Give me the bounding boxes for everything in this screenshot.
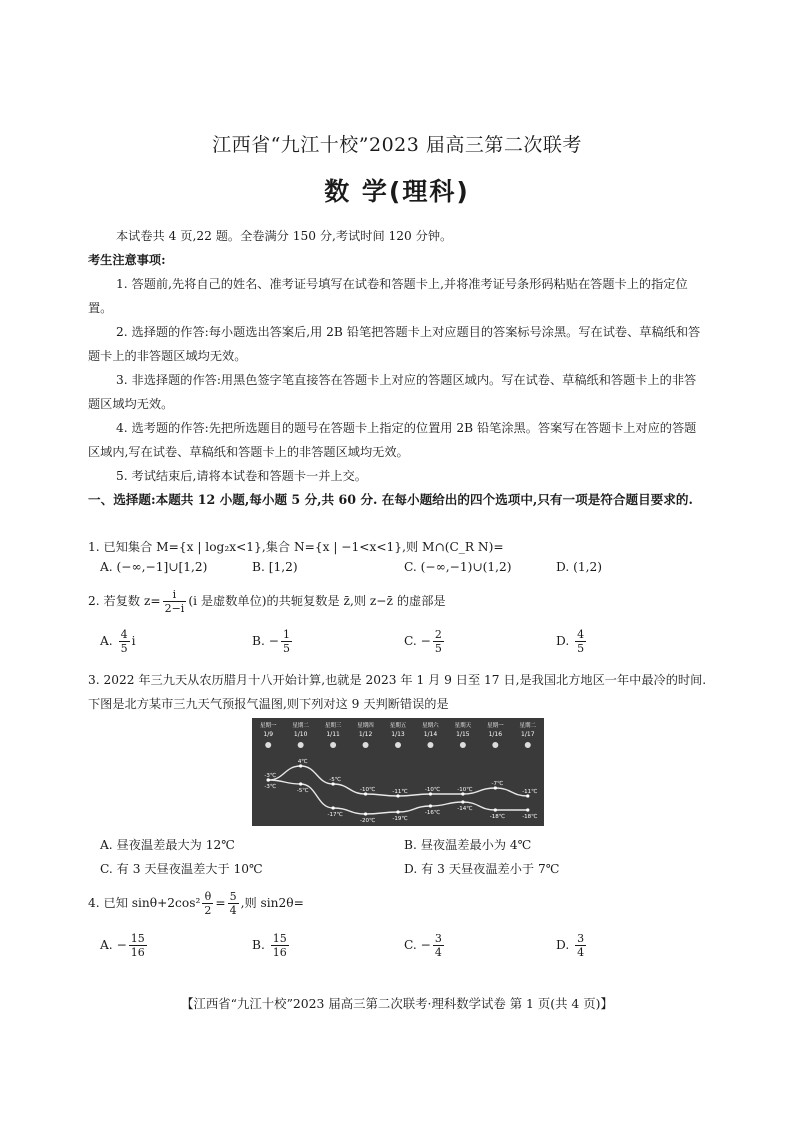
weather-icon: [265, 742, 271, 748]
chart-day-label: 星期四: [357, 723, 374, 729]
notice-item: 4. 选考题的作答:先把所选题目的题号在答题卡上指定的位置用 2B 铅笔涂黑。答案写在答题卡上对应的答题区域内,写在试卷、草稿纸和答题卡上的非答题区域均无效。: [88, 421, 697, 459]
chart-date-label: 1/11: [326, 731, 340, 738]
question-1-stem: 1. 已知集合 M={x | log₂x<1},集合 N={x | −1<x<1},则 M∩(C_R N)=: [88, 540, 504, 554]
low-temp-point: [494, 808, 497, 811]
question-4-stem: 4. 已知 sinθ+2cos² $\frac{\theta}{2}$ = $\frac{5}{4}$ ,则 sin2θ=: [88, 890, 304, 917]
weather-icon: [330, 742, 336, 748]
high-temp-label: -7℃: [491, 781, 504, 787]
chart-date-label: 1/14: [423, 731, 438, 738]
chart-date-label: 1/13: [391, 731, 405, 738]
option-fraction: [575, 932, 586, 959]
high-temp-label: -5℃: [329, 777, 341, 783]
option-fraction: [575, 628, 586, 655]
high-temp-label: -10℃: [457, 787, 473, 793]
high-temp-label: -10℃: [424, 787, 441, 793]
option-fraction: [129, 932, 147, 959]
high-temp-label: -11℃: [522, 789, 538, 795]
fraction-denominator: 5: [577, 642, 585, 655]
low-temp-label: -14℃: [457, 806, 473, 812]
option-label: B.: [252, 634, 265, 648]
fraction-numerator: 2: [434, 628, 442, 641]
weather-icon: [460, 742, 466, 748]
high-temp-label: -11℃: [392, 789, 408, 795]
question-4-stem-post: ,则 sin2θ=: [240, 896, 304, 910]
fraction-denominator: 5: [282, 642, 290, 655]
question-3-option-b: B. 昼夜温差最小为 4℃: [404, 838, 532, 852]
option-fraction: [433, 628, 444, 655]
section-heading: 一、选择题:本题共 12 小题,每小题 5 分,共 60 分. 在每小题给出的四个选项中,只有一项是符合题目要求的.: [88, 492, 693, 507]
question-2-stem: [88, 588, 446, 615]
question-2-fraction: [163, 588, 187, 615]
option-label: C.: [404, 634, 417, 648]
question-1-option-d: D. (1,2): [556, 560, 602, 574]
option-suffix: i: [131, 634, 136, 648]
low-temp-label: -18℃: [489, 814, 505, 820]
high-temp-label: 4℃: [297, 759, 308, 765]
chart-date-label: 1/12: [358, 731, 373, 738]
question-4-fraction-theta: [202, 890, 213, 917]
question-4-option-a: [100, 932, 149, 959]
option-sign: −: [420, 634, 431, 648]
chart-day-label: 星期一: [487, 723, 504, 729]
fraction-denominator: 16: [272, 946, 287, 959]
question-4-stem-pre: 4. 已知 sinθ+2cos²: [88, 896, 201, 910]
question-2-stem-post: (i 是虚数单位)的共轭复数是 z̄,则 z−z̄ 的虚部是: [188, 594, 446, 608]
weather-forecast-chart: [252, 718, 544, 826]
fraction-denominator: 2−i: [164, 602, 185, 615]
question-1-option-a: A. (−∞,−1]∪[1,2): [100, 560, 208, 574]
exam-title: 江西省“九江十校”2023 届高三第二次联考: [212, 134, 582, 156]
low-temp-point: [526, 808, 529, 811]
question-3-stem: 3. 2022 年三九天从农历腊月十八开始计算,也就是 2023 年 1 月 9 日至 17 日,是我国北方地区一年中最冷的时间. 下图是北方某市三九天气预报气温图,则下列对这 9 天判断错误的是: [88, 673, 707, 711]
question-3-option-d: D. 有 3 天昼夜温差小于 7℃: [404, 862, 560, 876]
chart-day-label: 星期三: [324, 723, 342, 729]
weather-icon: [427, 742, 433, 748]
low-temp-label: -16℃: [424, 810, 441, 816]
notice-item: 2. 选择题的作答:每小题选出答案后,用 2B 铅笔把答题卡上对应题目的答案标号涂黑。写在试卷、草稿纸和答题卡上的非答题区域均无效。: [88, 325, 701, 363]
option-label: C.: [404, 938, 417, 952]
weather-icon: [492, 742, 498, 748]
fraction-numerator: 1: [282, 628, 290, 641]
low-temp-point: [332, 806, 335, 809]
fraction-numerator: θ: [202, 890, 213, 904]
option-label: A.: [100, 938, 113, 952]
fraction-numerator: 15: [272, 932, 287, 945]
fraction-numerator: 15: [130, 932, 145, 945]
high-temp-label: -10℃: [359, 787, 376, 793]
low-temp-label: -20℃: [359, 818, 376, 824]
low-temp-label: -5℃: [296, 788, 309, 794]
question-2-option-d: [556, 628, 588, 655]
question-2-option-a: [100, 628, 135, 655]
chart-date-label: 1/10: [293, 731, 308, 738]
question-4-option-b: [252, 932, 291, 959]
weather-icon: [298, 742, 304, 748]
fraction-denominator: 5: [434, 642, 442, 655]
chart-day-label: 星期五: [389, 723, 407, 729]
question-1-option-b: B. [1,2): [252, 560, 298, 574]
weather-icon: [525, 742, 531, 748]
question-3-option-a: A. 昼夜温差最大为 12℃: [100, 838, 235, 852]
fraction-denominator: 4: [577, 946, 585, 959]
fraction-numerator: 4: [577, 628, 585, 641]
option-label: D.: [556, 634, 570, 648]
fraction-denominator: 2: [204, 904, 212, 917]
notice-item: 1. 答题前,先将自己的姓名、准考证号填写在试卷和答题卡上,并将准考证号条形码粘贴在答题卡上的指定位置。: [88, 277, 688, 315]
option-sign: −: [116, 938, 127, 952]
notice-heading: 考生注意事项:: [88, 253, 166, 267]
fraction-denominator: 5: [120, 642, 128, 655]
chart-date-label: 1/17: [521, 731, 535, 738]
question-3-option-c: C. 有 3 天昼夜温差大于 10℃: [100, 862, 263, 876]
option-fraction: [281, 628, 292, 655]
weather-icon: [363, 742, 369, 748]
fraction-numerator: 3: [434, 932, 442, 945]
fraction-numerator: 3: [577, 932, 585, 945]
chart-day-label: 星期二: [292, 723, 309, 729]
chart-day-label: 星期天: [454, 723, 472, 729]
high-temp-label: -3℃: [264, 773, 277, 779]
question-2-stem-pre: 2. 若复数 z=: [88, 594, 161, 608]
option-label: D.: [556, 938, 570, 952]
low-temp-point: [364, 812, 367, 815]
chart-date-label: 1/15: [456, 731, 470, 738]
notice-item: 5. 考试结束后,请将本试卷和答题卡一并上交。: [116, 469, 367, 483]
question-2-option-c: [404, 628, 446, 655]
low-temp-point: [396, 810, 399, 813]
option-label: B.: [252, 938, 265, 952]
low-temp-label: -3℃: [264, 784, 277, 790]
fraction-numerator: 4: [120, 628, 128, 641]
low-temp-point: [299, 782, 302, 785]
low-temp-label: -17℃: [327, 812, 343, 818]
question-2-option-b: [252, 628, 294, 655]
chart-date-label: 1/9: [263, 731, 274, 738]
fraction-numerator: 5: [229, 890, 237, 903]
low-temp-label: -19℃: [392, 816, 408, 822]
page-footer: 【江西省“九江十校”2023 届高三第二次联考·理科数学试卷 第 1 页(共 4 页)】: [181, 996, 613, 1011]
option-sign: −: [268, 634, 279, 648]
notice-item: 3. 非选择题的作答:用黑色签字笔直接答在答题卡上对应的答题区域内。写在试卷、草稿纸和答题卡上的非答题区域均无效。: [88, 373, 697, 411]
option-fraction: [271, 932, 289, 959]
chart-day-label: 星期六: [422, 723, 439, 729]
question-1-option-c: C. (−∞,−1)∪(1,2): [404, 560, 512, 574]
fraction-denominator: 16: [130, 946, 145, 959]
option-fraction: [119, 628, 130, 655]
low-temp-point: [429, 804, 432, 807]
chart-day-label: 星期二: [519, 723, 537, 729]
question-4-option-c: [404, 932, 446, 959]
option-sign: −: [420, 938, 431, 952]
chart-day-label: 星期一: [259, 723, 277, 729]
low-temp-point: [461, 800, 464, 803]
weather-icon: [395, 742, 401, 748]
option-label: A.: [100, 634, 113, 648]
question-4-fraction-value: [228, 890, 239, 917]
low-temp-label: -18℃: [522, 814, 538, 820]
fraction-denominator: 4: [229, 904, 237, 917]
chart-date-label: 1/16: [488, 731, 503, 738]
subject-title: 数 学(理科): [324, 177, 470, 206]
question-4-option-d: [556, 932, 588, 959]
option-fraction: [433, 932, 444, 959]
exam-summary: 本试卷共 4 页,22 题。全卷满分 150 分,考试时间 120 分钟。: [116, 229, 453, 243]
fraction-denominator: 4: [434, 946, 442, 959]
fraction-numerator: i: [163, 588, 187, 602]
